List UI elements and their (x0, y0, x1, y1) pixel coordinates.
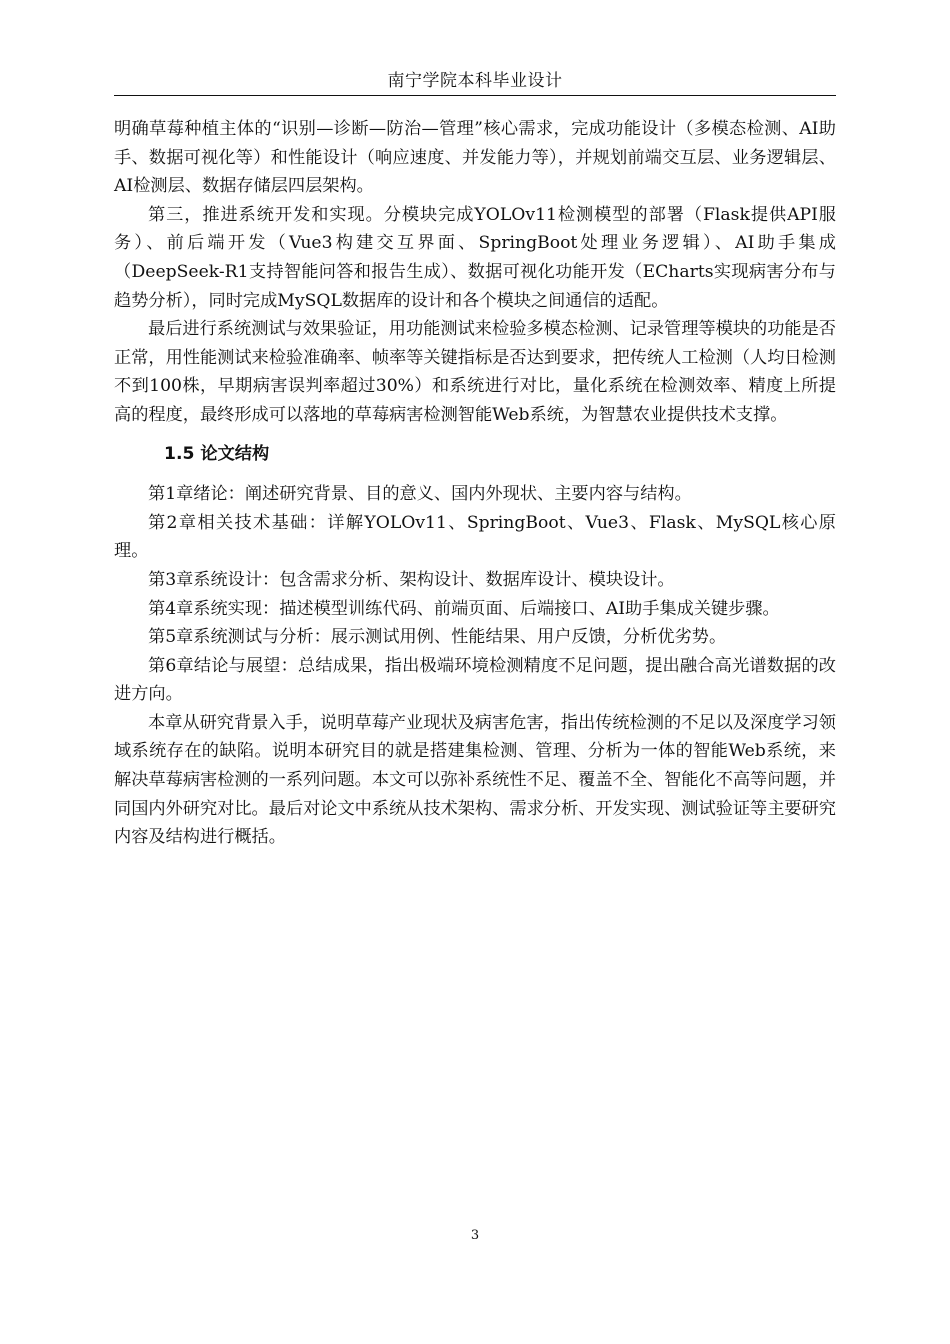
chapter-summary-paragraph: 本章从研究背景入手，说明草莓产业现状及病害危害，指出传统检测的不足以及深度学习领域系统存在的缺陷。说明本研究目的就是搭建集检测、管理、分析为一体的智能Web系统，来解决草莓病害检测的一系列问题。本文可以弥补系统性不足、覆盖不全、智能化不高等问题，并同国内外研究对比。最后对论文中系统从技术架构、需求分析、开发实现、测试验证等主要研究内容及结构进行概括。 (114, 712, 836, 848)
chapter-5-description: 第5章系统测试与分析：展示测试用例、性能结果、用户反馈，分析优劣势。 (148, 627, 727, 648)
page-number: 3 (470, 1228, 480, 1243)
header-divider (114, 95, 836, 96)
paragraph-system-testing: 最后进行系统测试与效果验证，用功能测试来检验多模态检测、记录管理等模块的功能是否正常，用性能测试来检验准确率、帧率等关键指标是否达到要求，把传统人工检测（人均日检测不到100株，早期病害误判率超过30%）和系统进行对比，量化系统在检测效率、精度上所提高的程度，最终形成可以落地的草莓病害检测智能Web系统，为智慧农业提供技术支撑。 (114, 319, 836, 425)
chapter-4-description: 第4章系统实现：描述模型训练代码、前端页面、后端接口、AI助手集成关键步骤。 (148, 598, 780, 619)
paragraph-requirements-design: 明确草莓种植主体的“识别—诊断—防治—管理”核心需求，完成功能设计（多模态检测、AI助手、数据可视化等）和性能设计（响应速度、并发能力等），并规划前端交互层、业务逻辑层、AI检测层、数据存储层四层架构。 (114, 119, 836, 197)
chapter-1-description: 第1章绪论：阐述研究背景、目的意义、国内外现状、主要内容与结构。 (148, 484, 692, 505)
page-header-title: 南宁学院本科毕业设计 (387, 71, 563, 91)
section-heading-thesis-structure: 1.5 论文结构 (164, 443, 270, 464)
document-body (114, 115, 836, 852)
chapter-6-description: 第6章结论与展望：总结成果，指出极端环境检测精度不足问题，提出融合高光谱数据的改进方向。 (114, 655, 836, 705)
paragraph-system-development: 第三，推进系统开发和实现。分模块完成YOLOv11检测模型的部署（Flask提供API服务）、前后端开发（Vue3构建交互界面、SpringBoot处理业务逻辑）、AI助手集成（DeepSeek-R1支持智能问答和报告生成）、数据可视化功能开发（ECharts实现病害分布与趋势分析），同时完成MySQL数据库的设计和各个模块之间通信的适配。 (114, 204, 836, 311)
chapter-3-description: 第3章系统设计：包含需求分析、架构设计、数据库设计、模块设计。 (148, 569, 675, 590)
chapter-2-description: 第2章相关技术基础：详解YOLOv11、SpringBoot、Vue3、Flask、MySQL核心原理。 (114, 512, 836, 562)
